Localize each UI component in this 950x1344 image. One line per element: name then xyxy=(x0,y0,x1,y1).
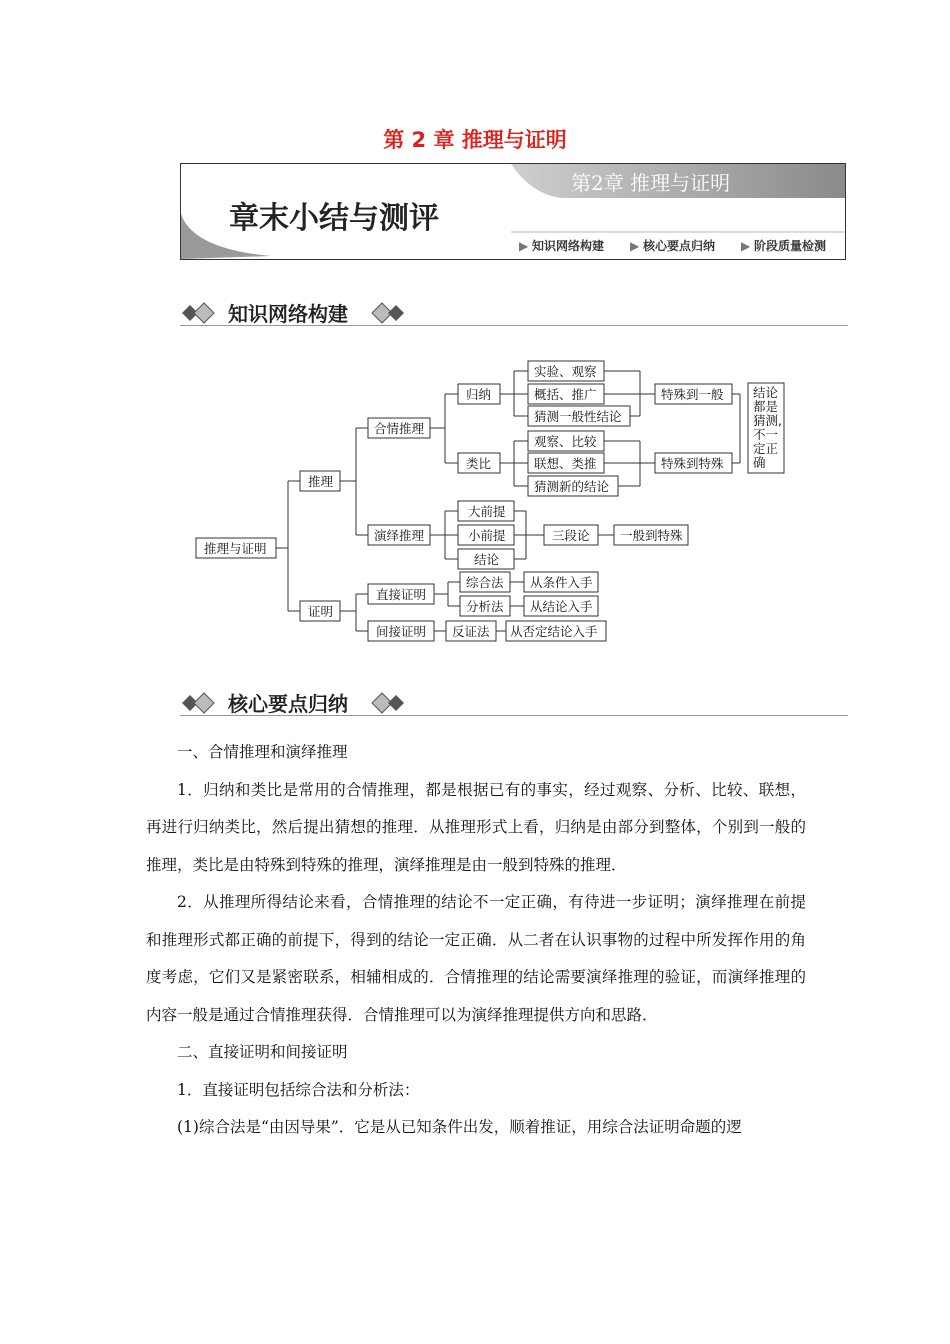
paragraph-4: (1)综合法是“由因导果”．它是从已知条件出发，顺着推证，用综合法证明命题的逻 xyxy=(177,1118,742,1136)
label-heqing: 合情推理 xyxy=(374,421,425,436)
label-fenxi: 分析法 xyxy=(466,599,504,614)
label-leibi-item-3: 猜测新的结论 xyxy=(534,479,610,494)
label-jianjie: 间接证明 xyxy=(376,624,427,639)
label-conclusion-1: 结论 xyxy=(753,385,779,400)
label-guina-item-1: 实验、观察 xyxy=(534,364,597,379)
label-zhengming: 证明 xyxy=(308,604,334,619)
label-leibi-item-2: 联想、类推 xyxy=(534,456,597,471)
diamond-left-icon xyxy=(180,301,220,325)
label-from-negation: 从否定结论入手 xyxy=(510,624,598,639)
label-fanzheng: 反证法 xyxy=(452,624,490,639)
svg-text:▶: ▶ xyxy=(630,239,640,253)
diamond-left-icon xyxy=(180,691,220,715)
svg-text:▶: ▶ xyxy=(741,239,751,253)
label-conclusion-5: 定正 xyxy=(753,441,779,456)
paragraph-2: 2．从推理所得结论来看，合情推理的结论不一定正确，有待进一步证明；演绎推理在前提和推理形式都正确的前提下，得到的结论一定正确．从二者在认识事物的过程中所发挥作用的角度考虑，它们又是紧密联系，相辅相成的．合情推理的结论需要演绎推理的验证，而演绎推理的内容一般是通过合情推理获得．合情推理可以为演绎推理提供方向和思路． xyxy=(146,893,806,1024)
label-root: 推理与证明 xyxy=(204,541,267,556)
paragraph-1: 1．归纳和类比是常用的合情推理，都是根据已有的事实，经过观察、分析、比较、联想，再进行归纳类比，然后提出猜想的推理．从推理形式上看，归纳是由部分到整体，个别到一般的推理，类比是由特殊到特殊的推理，演绎推理是由一般到特殊的推理． xyxy=(146,780,806,874)
label-zhijie: 直接证明 xyxy=(376,587,427,602)
knowledge-network-diagram xyxy=(190,355,800,645)
heading-proof: 二、直接证明和间接证明 xyxy=(177,1043,348,1061)
section-title-core: 核心要点归纳 xyxy=(228,692,348,716)
svg-text:▶: ▶ xyxy=(519,239,529,253)
label-sanduanlun: 三段论 xyxy=(552,528,590,543)
label-guina: 归纳 xyxy=(466,387,492,402)
banner-link-test[interactable]: 阶段质量检测 xyxy=(754,239,827,253)
label-conclusion-6: 确 xyxy=(753,455,766,470)
label-leibi-item-1: 观察、比较 xyxy=(534,434,597,449)
label-guina-item-2: 概括、推广 xyxy=(534,387,597,402)
label-from-condition: 从条件入手 xyxy=(530,575,593,590)
label-guina-item-3: 猜测一般性结论 xyxy=(534,409,622,424)
section-title-knowledge: 知识网络构建 xyxy=(228,302,348,326)
diamond-right-icon xyxy=(370,691,410,715)
label-yanyi-conclusion: 结论 xyxy=(474,552,500,567)
banner-main-title: 章末小结与测评 xyxy=(229,201,439,236)
paragraph-3: 1．直接证明包括综合法和分析法： xyxy=(177,1080,420,1099)
label-general-to-special: 一般到特殊 xyxy=(620,528,683,543)
section-header-knowledge xyxy=(180,298,848,326)
label-zonghe: 综合法 xyxy=(466,575,504,590)
page-title: 第 2 章 推理与证明 xyxy=(383,128,567,152)
label-major-premise: 大前提 xyxy=(468,504,506,519)
core-content xyxy=(146,734,806,1147)
banner-link-knowledge[interactable]: 知识网络构建 xyxy=(532,239,605,253)
diamond-right-icon xyxy=(370,301,410,325)
label-minor-premise: 小前提 xyxy=(468,528,506,543)
banner-chapter: 第2章 推理与证明 xyxy=(571,171,731,195)
label-tuili: 推理 xyxy=(308,474,334,489)
heading-reasoning: 一、合情推理和演绎推理 xyxy=(177,743,348,761)
label-special-to-general: 特殊到一般 xyxy=(661,387,724,402)
banner-link-core[interactable]: 核心要点归纳 xyxy=(643,239,716,253)
label-yanyi: 演绎推理 xyxy=(374,528,425,543)
label-conclusion-3: 猜测, xyxy=(753,413,782,428)
label-special-to-special: 特殊到特殊 xyxy=(661,456,724,471)
label-leibi: 类比 xyxy=(466,456,492,471)
label-conclusion-2: 都是 xyxy=(753,399,779,414)
section-header-core xyxy=(180,688,848,716)
label-from-conclusion: 从结论入手 xyxy=(530,599,593,614)
label-conclusion-4: 不一 xyxy=(753,427,779,442)
chapter-banner xyxy=(180,163,846,260)
